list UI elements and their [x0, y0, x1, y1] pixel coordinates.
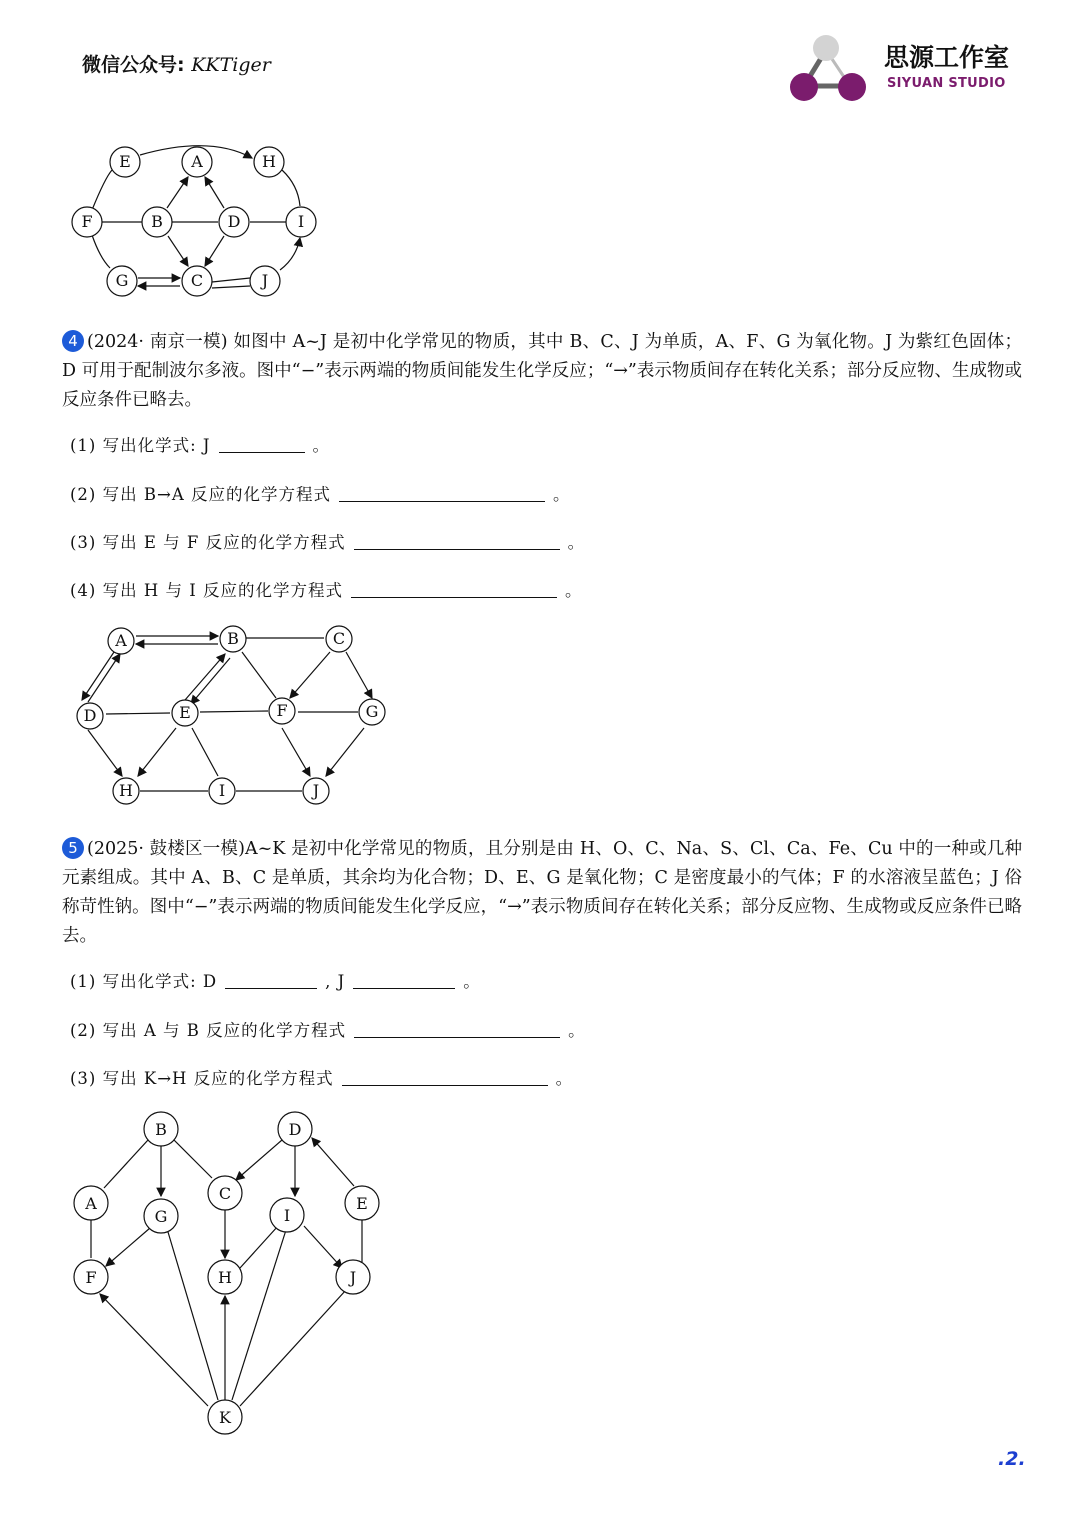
wechat-label: 微信公众号: [82, 54, 185, 76]
period: 。 [555, 1069, 574, 1088]
q5-sub-2-label: (2) 写出 A 与 B 反应的化学方程式 [70, 1021, 347, 1040]
node-D: D [288, 1120, 302, 1139]
node-B: B [151, 212, 163, 231]
q5-sub-3 [70, 1065, 573, 1089]
node-F: F [85, 1268, 97, 1287]
node-F: F [276, 701, 288, 720]
reaction-diagram-3 [60, 1100, 390, 1440]
node-B: B [227, 629, 239, 648]
node-J: J [349, 1268, 357, 1287]
question-5-text: (2025· 鼓楼区一模)A~K 是初中化学常见的物质，且分别是由 H、O、C、Na、S、Cl、Ca、Fe、Cu 中的一种或几种元素组成。其中 A、B、C 是单质，其余均为化合物；D、E、G 是氧化物；C 是密度最小的气体；F 的水溶液呈蓝色；J 俗称苛性钠。图中“−”表示两端的物质间能发生化学反应，“→”表示物质间存在转化关系；部分反应物、生成物或反应条件已略去。 [62, 839, 1022, 946]
node-J: J [261, 271, 269, 290]
page-number: .2. [998, 1448, 1026, 1470]
node-H: H [218, 1268, 232, 1287]
node-D: D [83, 706, 97, 725]
wechat-handle: KKTiger [191, 54, 271, 76]
node-E: E [119, 152, 131, 171]
period: 。 [568, 1021, 586, 1040]
node-G: G [154, 1207, 168, 1226]
question-5 [62, 835, 1022, 951]
q4-sub-3 [70, 529, 585, 553]
node-C: C [218, 1184, 232, 1203]
answer-blank[interactable] [339, 487, 545, 502]
q4-sub-1-label: (1) 写出化学式: J [70, 436, 211, 455]
node-A: A [85, 1194, 97, 1213]
period: 。 [567, 533, 586, 552]
answer-blank[interactable] [342, 1071, 548, 1086]
node-G: G [115, 271, 129, 290]
node-D: D [227, 212, 241, 231]
answer-blank[interactable] [354, 1023, 560, 1038]
q5-sub-3-label: (3) 写出 K→H 反应的化学方程式 [70, 1069, 334, 1088]
answer-blank[interactable] [225, 974, 317, 989]
node-C: C [190, 271, 204, 290]
question-number-badge: 5 [62, 837, 84, 859]
reaction-diagram-2 [70, 620, 400, 810]
q4-sub-4-label: (4) 写出 H 与 I 反应的化学方程式 [70, 581, 344, 600]
answer-blank[interactable] [353, 974, 455, 989]
node-E: E [179, 703, 191, 722]
wechat-account [82, 50, 271, 77]
node-J: J [312, 781, 320, 800]
brand-name-cn: 思源工作室 [884, 43, 1010, 72]
node-E: E [356, 1194, 368, 1213]
node-K: K [219, 1408, 231, 1427]
brand-name-en: SIYUAN STUDIO [887, 76, 1006, 91]
node-A: A [191, 152, 203, 171]
question-4-text: (2024· 南京一模) 如图中 A~J 是初中化学常见的物质，其中 B、C、J 为单质，A、F、G 为氧化物。J 为紫红色固体；D 可用于配制波尔多液。图中“−”表示两端的物质间能发生化学反应；“→”表示物质间存在转化关系；部分反应物、生成物或反应条件已略去。 [62, 332, 1022, 410]
q4-sub-2-label: (2) 写出 B→A 反应的化学方程式 [70, 485, 331, 504]
q4-sub-4 [70, 577, 583, 601]
node-F: F [81, 212, 93, 231]
period: 。 [552, 485, 571, 504]
molecule-logo-icon [786, 30, 886, 110]
period: 。 [312, 436, 331, 455]
node-H: H [262, 152, 276, 171]
node-A: A [115, 631, 127, 650]
q5-sub-1-label-b: , J [325, 972, 346, 991]
q5-sub-2 [70, 1017, 586, 1041]
answer-blank[interactable] [351, 583, 557, 598]
answer-blank[interactable] [354, 535, 560, 550]
q4-sub-3-label: (3) 写出 E 与 F 反应的化学方程式 [70, 533, 346, 552]
node-C: C [332, 629, 346, 648]
answer-blank[interactable] [219, 438, 305, 453]
q4-sub-2 [70, 481, 570, 505]
q5-sub-1-label: (1) 写出化学式: D [70, 972, 218, 991]
question-4 [62, 328, 1022, 415]
node-H: H [119, 781, 133, 800]
period: 。 [565, 581, 583, 600]
node-G: G [365, 702, 379, 721]
question-number-badge: 4 [62, 330, 84, 352]
node-B: B [155, 1120, 167, 1139]
node-I: I [218, 781, 226, 800]
q5-sub-1 [70, 968, 481, 992]
reaction-diagram-1 [60, 140, 340, 310]
period: 。 [463, 972, 481, 991]
q4-sub-1 [70, 432, 330, 456]
node-I: I [297, 212, 305, 231]
node-I: I [283, 1206, 291, 1225]
